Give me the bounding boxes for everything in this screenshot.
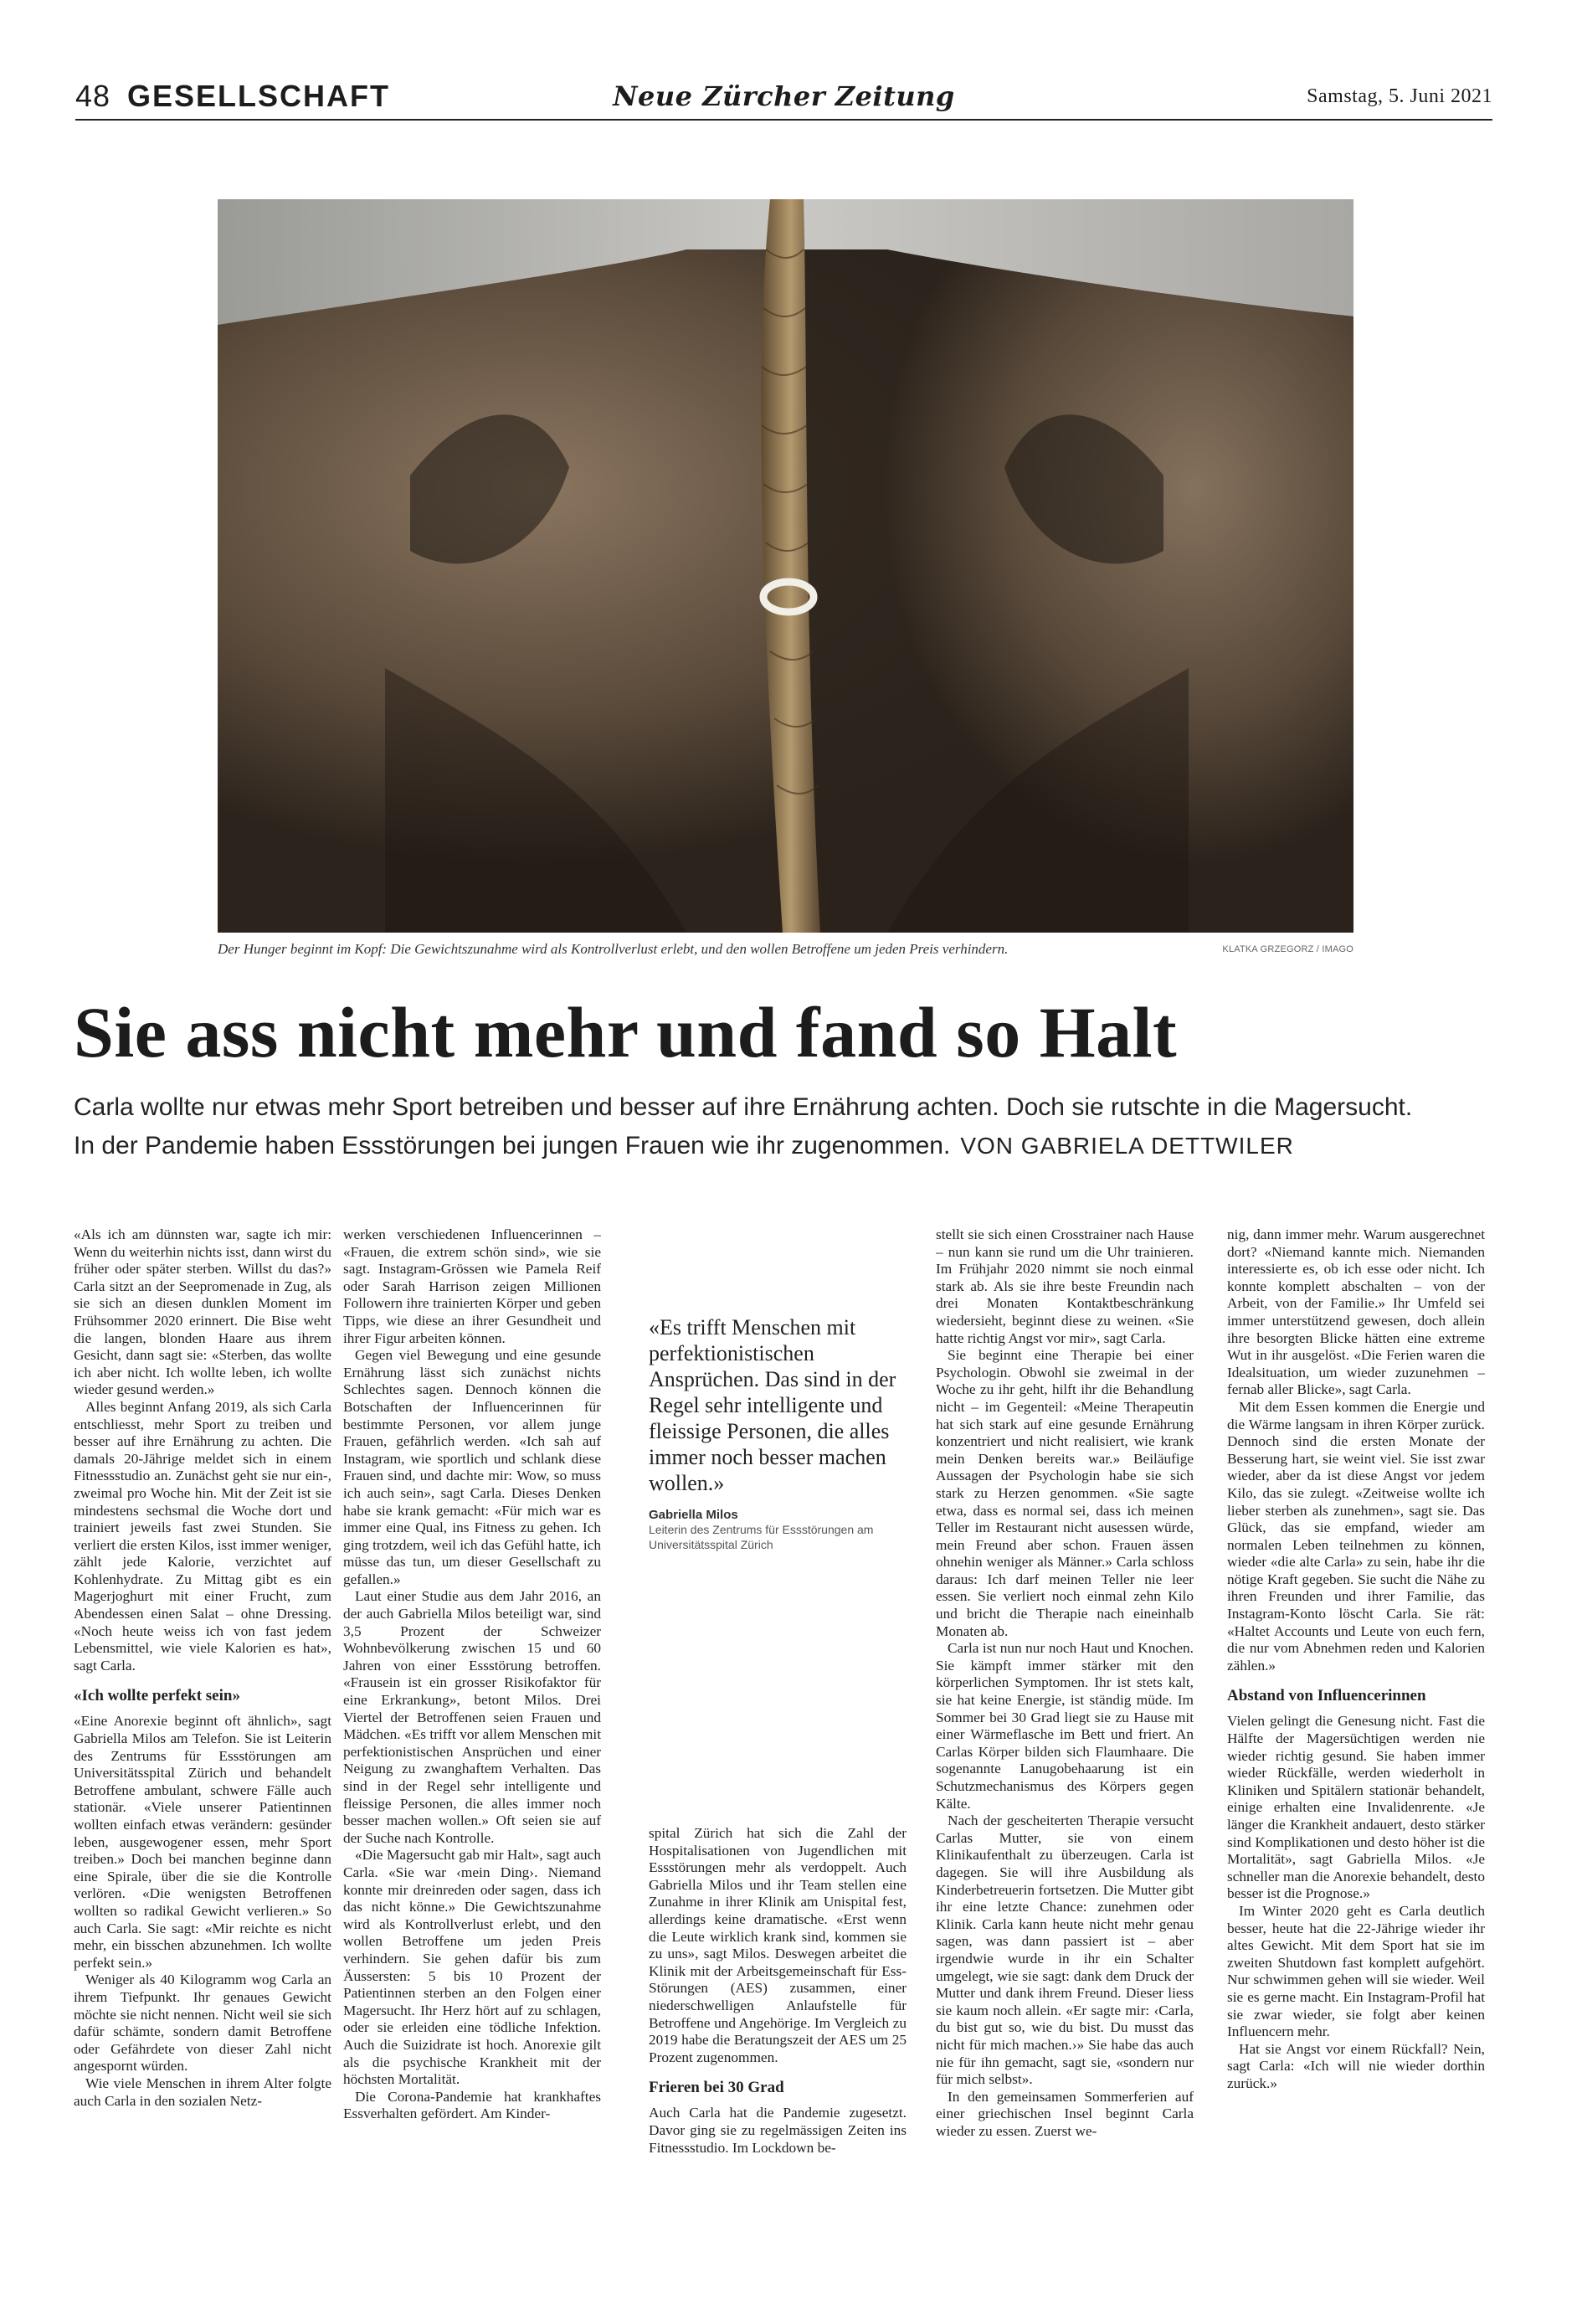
lead-line-2-text: In der Pandemie haben Essstörungen bei jungen Frauen wie ihr zugenommen. bbox=[74, 1132, 951, 1159]
paragraph: Vielen gelingt die Genesung nicht. Fast die Hälfte der Magersüchtigen werden nie wieder richtig gesund. Sie haben immer wieder Rückfälle, werden wiederholt in Kliniken und Spitälern stationär behandelt, einige erhalten eine Invalidenrente. «Je länger die Krankheit andauert, desto stärker sind Komplikationen und desto höher ist die Mortalität», sagt Gabriella Milos. «Je schneller man die Anorexie behandelt, desto besser ist die Prognose.» bbox=[1227, 1713, 1485, 1902]
paragraph: Auch Carla hat die Pandemie zugesetzt. Davor ging sie zu regelmässigen Zeiten ins Fitnessstudio. Im Lockdown be- bbox=[649, 2105, 907, 2156]
issue-date: Samstag, 5. Juni 2021 bbox=[1307, 85, 1492, 107]
page-number: 48 bbox=[75, 79, 111, 113]
newspaper-masthead: Neue Zürcher Zeitung bbox=[613, 80, 955, 112]
paragraph: «Die Magersucht gab mir Halt», sagt auch Carla. «Sie war ‹mein Ding›. Niemand konnte mir dreinreden oder sagen, dass ich das nicht könne.» Die Gewichtszunahme wird als Kontrollverlust erlebt, und den wollen Betroffene um jeden Preis verhindern. Sie gehen dafür bis zum Äussersten: 5 bis 10 Prozent der Patientinnen sterben an den Folgen einer Magersucht. Ihr Herz hört auf zu schlagen, oder sie erleiden eine tödliche Infektion. Auch die Suizidrate ist hoch. Anorexie gilt als die psychische Krankheit mit der höchsten Mortalität. bbox=[343, 1847, 601, 2088]
article-photo bbox=[218, 199, 1353, 933]
paragraph: Weniger als 40 Kilogramm wog Carla an ihrem Tiefpunkt. Ihr genaues Gewicht möchte sie nicht nennen. Nicht weil sie sich dafür schämte, sondern damit Betroffene oder Gefährdete von dieser Zahl nicht angespornt würden. bbox=[74, 1972, 331, 2075]
section-title: GESELLSCHAFT bbox=[127, 79, 391, 113]
pull-quote-text: «Es trifft Menschen mit perfektionistischen Ansprüchen. Das sind in der Regel sehr intelligente und fleissige Personen, die alles immer noch besser machen wollen.» bbox=[649, 1315, 896, 1495]
paragraph: werken verschiedenen Influencerinnen – «Frauen, die extrem schön sind», wie sie sagt. Instagram-Grössen wie Pamela Reif oder Sarah Harrison zeigen Millionen Followern ihre trainierten Körper und geben Tipps, wie diese an ihrer Gesundheit und ihrer Figur arbeiten können. bbox=[343, 1226, 601, 1346]
paragraph: spital Zürich hat sich die Zahl der Hospitalisationen von Jugendlichen mit Essstörungen mehr als verdoppelt. Auch Gabriella Milos und ihr Team stellen eine Zunahme in ihrer Klinik am Unispital fest, allerdings keine dramatische. «Erst wenn die Leute wirklich krank sind, kommen sie zu uns», sagt Milos. Deswegen arbeitet die Klinik mit der Arbeitsgemeinschaft für Ess-Störungen (AES) zusammen, einer niederschwelligen Anlaufstelle für Betroffene und Angehörige. Im Vergleich zu 2019 habe die Beratungszeit der AES um 25 Prozent zugenommen. bbox=[649, 1825, 907, 2065]
paragraph: Mit dem Essen kommen die Energie und die Wärme langsam in ihren Körper zurück. Dennoch sind die ersten Monate der Besserung hart, sie weint viel. Sie isst zwar wieder, aber da ist diese Angst vor jedem Kilo, das sie zulegt. «Zeitweise wollte ich lieber sterben als zunehmen», sagt sie. Das Glück, das sie empfand, wieder am normalen Leben teilnehmen zu können, wieder «die alte Carla» zu sein, habe ihr die nötige Kraft gegeben. Sie sucht die Nähe zu ihren Freunden und ihrer Familie, das Instagram-Konto löscht Carla. Sie rät: «Haltet Accounts und Leute von euch fern, die nur vom Abnehmen reden und Kalorien zählen.» bbox=[1227, 1398, 1485, 1674]
paragraph: Carla ist nun nur noch Haut und Knochen. Sie kämpft immer stärker mit den körperlichen Symptomen. Ihr ist stets kalt, sie hat keine Energie, ist ständig müde. Im Sommer bei 30 Grad liegt sie zu Hause mit einer Wärmeflasche im Bett und friert. An Carlas Körper bilden sich Flaumhaare. Die sogenannte Lanugobehaarung ist ein Schutzmechanismus des Körpers gegen Kälte. bbox=[936, 1640, 1194, 1812]
article-column-1 bbox=[74, 1226, 331, 2290]
paragraph: Nach der gescheiterten Therapie versucht Carlas Mutter, sie von einem Klinikaufenthalt zu überzeugen. Carla ist dagegen. Sie will ihre Ausbildung als Kinderbetreuerin fortsetzen. Die Mutter gibt ihr eine letzte Chance: zunehmen oder Klinik. Carla kann heute nicht mehr genau sagen, was dann passiert ist – aber irgendwie wurde in ihr ein Schalter umgelegt, wie sie sagt: dank dem Druck der Mutter und dank ihrem Freund. Dieser liess sie kaum noch allein. «Er sagte mir: ‹Carla, du bist gut so, wie du bist. Du musst das nicht für mich machen.›» Sie habe das auch nie für ihn gemacht, sagt sie, «sondern nur für mich selbst». bbox=[936, 1812, 1194, 2088]
paragraph: Gegen viel Bewegung und eine gesunde Ernährung lässt sich zunächst nichts Schlechtes sagen. Dennoch können die Botschaften der Influencerinnen für bestimmte Personen, vor allem junge Frauen, gefährlich werden. «Ich sah auf Instagram, wie sportlich und schlank diese Frauen sind, und dachte mir: Wow, so muss ich auch sein», sagt Carla. Dieses Denken habe sie krank gemacht: «Für mich war es immer eine Qual, ins Fitness zu gehen. Ich ging trotzdem, weil ich das Gefühl hatte, ich müsse das tun, um dieser Gesellschaft zu gefallen.» bbox=[343, 1347, 601, 1587]
paragraph: Die Corona-Pandemie hat krankhaftes Essverhalten gefördert. Am Kinder- bbox=[343, 2088, 601, 2122]
pull-quote bbox=[649, 1314, 912, 1552]
article-column-3 bbox=[649, 1825, 907, 2290]
photo-caption: Der Hunger beginnt im Kopf: Die Gewichtszunahme wird als Kontrollverlust erlebt, und den wollen Betroffene um jeden Preis verhindern. bbox=[218, 941, 1009, 957]
pull-quote-name: Gabriella Milos bbox=[649, 1508, 738, 1522]
pull-quote-role: Leiterin des Zentrums für Essstörungen am Universitätsspital Zürich bbox=[649, 1523, 874, 1551]
article-column-4 bbox=[936, 1226, 1194, 2290]
subheading: «Ich wollte perfekt sein» bbox=[74, 1687, 240, 1705]
paragraph: Alles beginnt Anfang 2019, als sich Carla entschliesst, mehr Sport zu treiben und besser auf ihre Ernährung zu achten. Die damals 20-Jährige meldet sich in einem Fitnessstudio an. Zunächst geht sie nur ein-, zweimal pro Woche hin. Mit der Zeit ist sie mindestens sechsmal die Woche dort und trainiert jeweils fast zwei Stunden. Sie verliert die ersten Kilos, isst immer weniger, zählt jede Kalorie, verzichtet auf Kohlenhydrate. Zu Mittag gibt es ein Magerjoghurt mit einer Frucht, zum Abendessen einen Salat – ohne Dressing. «Noch heute weiss ich von fast jedem Lebensmittel, wie viele Kalorien es hat», sagt Carla. bbox=[74, 1398, 331, 1674]
paragraph: In den gemeinsamen Sommerferien auf einer griechischen Insel beginnt Carla wieder zu essen. Zuerst we- bbox=[936, 2088, 1194, 2139]
paragraph: Hat sie Angst vor einem Rückfall? Nein, sagt Carla: «Ich will nie wieder dorthin zurück.» bbox=[1227, 2040, 1485, 2091]
paragraph: Wie viele Menschen in ihrem Alter folgte auch Carla in den sozialen Netz- bbox=[74, 2075, 331, 2109]
paragraph: Laut einer Studie aus dem Jahr 2016, an der auch Gabriella Milos beteiligt war, sind 3,5 Prozent der Schweizer Wohnbevölkerung zwischen 15 und 60 Jahren von einer Essstörung betroffen. «Frausein ist ein grosser Risikofaktor für eine Erkrankung», betont Milos. Drei Viertel der Betroffenen seien Frauen und Mädchen. «Es trifft vor allem Menschen mit perfektionistischen Ansprüchen und einer Neigung zu zwanghaftem Verhalten. Das sind in der Regel sehr intelligente und fleissige Personen, die alles immer noch besser machen wollen.» Oft seien sie auf der Suche nach Kontrolle. bbox=[343, 1588, 601, 1846]
article-headline: Sie ass nicht mehr und fand so Halt bbox=[74, 992, 1178, 1072]
paragraph: «Als ich am dünnsten war, sagte ich mir: Wenn du weiterhin nichts isst, dann wirst du früher oder später sterben. Willst du das?» Carla sitzt an der Seepromenade in Zug, als sie sich an diesen dunklen Moment im Frühsommer 2020 erinnert. Die Bise weht die langen, blonden Haare aus ihrem Gesicht, dann sagt sie: «Sterben, das wollte ich aber nicht. Ich wollte leben, ich wollte wieder gesund werden.» bbox=[74, 1226, 331, 1398]
byline: VON GABRIELA DETTWILER bbox=[960, 1133, 1294, 1159]
paragraph: Im Winter 2020 geht es Carla deutlich besser, heute hat die 22-Jährige wieder ihr altes Gewicht. Mit dem Sport hat sie im zweiten Shutdown fast komplett aufgehört. Nur schwimmen gehen will sie wieder. Weil sie es gerne macht. Ein Instagram-Profil hat sie zwar wieder, sie folgt aber keinen Influencern mehr. bbox=[1227, 1902, 1485, 2040]
article-column-5 bbox=[1227, 1226, 1485, 2290]
article-lead bbox=[74, 1088, 1497, 1165]
subheading: Frieren bei 30 Grad bbox=[649, 2079, 784, 2097]
subheading: Abstand von Influencerinnen bbox=[1227, 1687, 1426, 1705]
lead-line-1: Carla wollte nur etwas mehr Sport betreiben und besser auf ihre Ernährung achten. Doch sie rutschte in die Magersucht. bbox=[74, 1093, 1413, 1121]
paragraph: «Eine Anorexie beginnt oft ähnlich», sagt Gabriella Milos am Telefon. Sie ist Leiterin des Zentrums für Essstörungen am Universitätsspital Zürich und behandelt Betroffene ambulant, schwere Fälle auch stationär. «Viele unserer Patientinnen wollten einfach etwas verändern: gesünder leben, ausgewogener essen, mehr Sport treiben.» Doch bei manchen beginne dann eine Spirale, über die sie die Kontrolle verlören. «Die wenigsten Betroffenen wollten so radikal Gewicht verlieren.» So auch Carla. Sie sagt: «Mir reichte es nicht mehr, ein bisschen abzunehmen. Ich wollte perfekt sein.» bbox=[74, 1713, 331, 1971]
paragraph: nig, dann immer mehr. Warum ausgerechnet dort? «Niemand kannte mich. Niemanden interessierte es, ob ich esse oder nicht. Ich konnte komplett abschalten – von der Arbeit, von der Familie.» Ihr Umfeld sei immer unterstützend gewesen, doch allein ihre besorgten Blicke hätten eine extreme Wut in ihr ausgelöst. «Die Ferien waren die Idealsituation, um wieder zuzunehmen – fernab aller Blicke», sagt Carla. bbox=[1227, 1226, 1485, 1398]
page-header bbox=[75, 77, 1492, 121]
lead-line-2 bbox=[74, 1127, 1497, 1165]
paragraph: Sie beginnt eine Therapie bei einer Psychologin. Obwohl sie zweimal in der Woche zu ihr geht, hilft ihr die Behandlung nicht – im Gegenteil: «Meine Therapeutin hat sich stark auf eine gesunde Ernährung konzentriert und nicht realisiert, wie krank mein Denken bereits war.» Beiläufige Aussagen der Psychologin habe sie sich stark zu Herzen genommen. «Sie sagte etwa, dass es normal sei, dass ich meinen Teller im Restaurant nicht ausessen würde, mein Freund aber schon. Frauen ässen ohnehin weniger als Männer.» Carla schloss daraus: Ich darf meinen Teller nie leer essen. Sie verliert noch einmal zehn Kilo und bricht die Therapie nach eineinhalb Monaten ab. bbox=[936, 1347, 1194, 1639]
photo-credit: KLATKA GRZEGORZ / IMAGO bbox=[1222, 944, 1353, 954]
paragraph: stellt sie sich einen Crosstrainer nach Hause – nun kann sie rund um die Uhr trainieren. Im Frühjahr 2020 nimmt sie noch einmal stark ab. Als sie ihre beste Freundin nach drei Monaten Kontaktbeschränkung wiedersieht, beginnt diese zu weinen. «Sie hatte richtig Angst vor mir», sagt Carla. bbox=[936, 1226, 1194, 1346]
article-column-2 bbox=[343, 1226, 601, 2290]
